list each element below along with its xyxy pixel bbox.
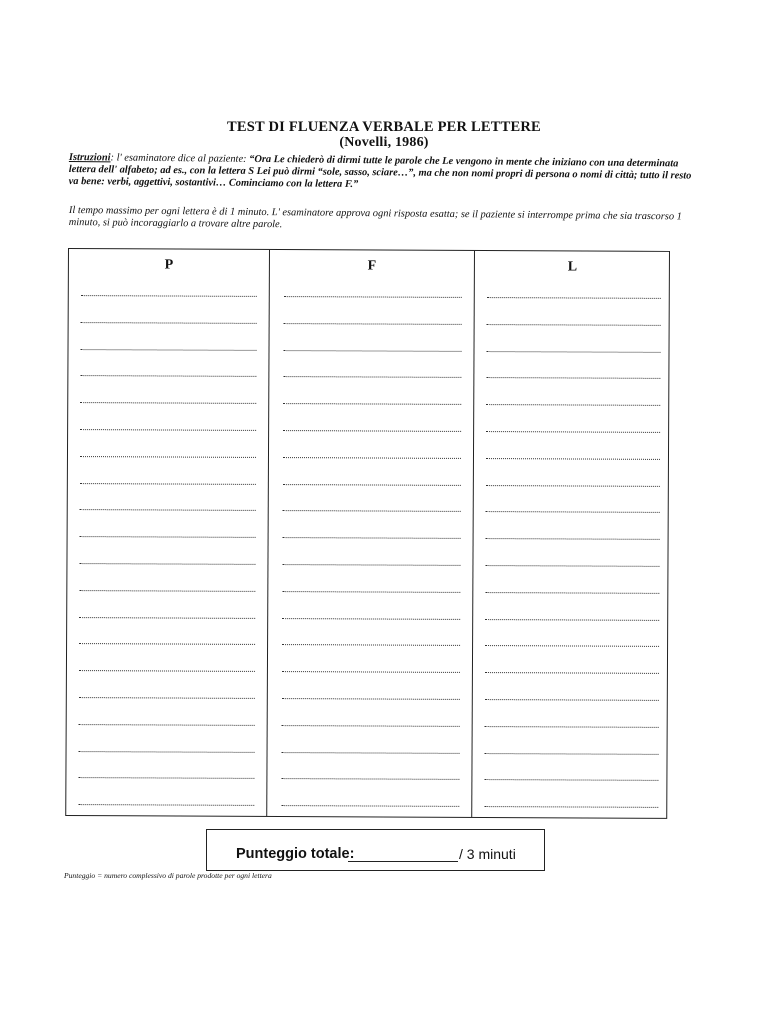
answer-line[interactable] (485, 592, 659, 594)
column-p (66, 249, 270, 816)
answer-line[interactable] (79, 751, 255, 753)
answer-line[interactable] (79, 563, 255, 565)
answer-line[interactable] (79, 590, 255, 592)
answer-line[interactable] (284, 296, 462, 298)
answer-line[interactable] (486, 431, 660, 433)
answer-line[interactable] (80, 429, 256, 431)
answer-line[interactable] (486, 458, 660, 460)
column-l (472, 251, 670, 818)
answer-line[interactable] (486, 511, 660, 513)
answer-line[interactable] (79, 670, 255, 672)
answer-line[interactable] (282, 618, 460, 620)
answer-line[interactable] (282, 644, 460, 646)
answer-line[interactable] (80, 536, 256, 538)
answer-line[interactable] (485, 672, 659, 674)
answer-line[interactable] (486, 404, 660, 406)
answer-line[interactable] (282, 752, 460, 754)
score-unit: / 3 minuti (459, 846, 516, 862)
page-title: TEST DI FLUENZA VERBALE PER LETTERE (227, 119, 541, 135)
answer-line[interactable] (484, 779, 658, 781)
answer-line[interactable] (282, 725, 460, 727)
answer-line[interactable] (485, 753, 659, 755)
instructions-quote: “Ora Le chiederò di dirmi tutte le parole che Le vengono in mente che iniziano con una determinata lettera dell' alfabeto; ad es., con la lettera S Lei può dirmi “sole, sasso, sciare…”, ma che non nomi propri di persona o nomi di città; tutto il resto va bene: verbi, aggettivi, sostantivi… Cominciamo con la lettera F.” (68, 153, 692, 191)
column-header-f: F (367, 258, 377, 274)
answer-line[interactable] (281, 778, 459, 780)
answer-line[interactable] (282, 591, 460, 593)
answer-line[interactable] (487, 297, 661, 299)
footnote: Punteggio = numero complessivo di parole prodotte per ogni lettera (64, 871, 272, 880)
answer-line[interactable] (81, 295, 257, 297)
answer-line[interactable] (485, 726, 659, 728)
answer-line[interactable] (284, 350, 462, 352)
answer-line[interactable] (283, 457, 461, 459)
page-subtitle: (Novelli, 1986) (339, 135, 429, 150)
answer-line[interactable] (79, 617, 255, 619)
instructions-note: Il tempo massimo per ogni lettera è di 1 minuto. L' esaminatore approva ogni risposta esatta; se il paziente si interrompe prima che sia trascorso 1 minuto, si può incoraggiarlo a trovare altre parole. (68, 205, 682, 231)
answer-line[interactable] (485, 565, 659, 567)
answer-line[interactable] (284, 323, 462, 325)
answer-line[interactable] (81, 349, 257, 351)
instructions-intro: : l' esaminatore dice al paziente: (110, 152, 250, 165)
answer-line[interactable] (281, 805, 459, 807)
answer-line[interactable] (81, 322, 257, 324)
answer-line[interactable] (79, 724, 255, 726)
answer-line[interactable] (487, 324, 661, 326)
score-label: Punteggio totale: (236, 846, 355, 862)
column-header-p: P (164, 257, 174, 273)
answer-line[interactable] (485, 699, 659, 701)
answer-line[interactable] (283, 510, 461, 512)
answer-line[interactable] (283, 430, 461, 432)
column-header-l: L (567, 259, 578, 275)
answer-line[interactable] (80, 402, 256, 404)
answer-line[interactable] (484, 806, 658, 808)
answer-grid (65, 248, 670, 819)
answer-line[interactable] (78, 804, 254, 806)
answer-line[interactable] (486, 538, 660, 540)
score-box (206, 829, 545, 871)
answer-line[interactable] (486, 351, 660, 353)
answer-line[interactable] (486, 377, 660, 379)
score-blank-line[interactable] (348, 861, 458, 862)
answer-line[interactable] (485, 619, 659, 621)
answer-line[interactable] (283, 403, 461, 405)
instructions-label: Istruzioni (68, 152, 111, 164)
answer-line[interactable] (282, 698, 460, 700)
answer-line[interactable] (283, 537, 461, 539)
answer-line[interactable] (486, 485, 660, 487)
answer-line[interactable] (282, 671, 460, 673)
instructions-paragraph (69, 152, 699, 195)
answer-line[interactable] (78, 777, 254, 779)
answer-line[interactable] (282, 564, 460, 566)
answer-line[interactable] (283, 484, 461, 486)
answer-line[interactable] (79, 697, 255, 699)
answer-line[interactable] (79, 643, 255, 645)
answer-line[interactable] (283, 376, 461, 378)
answer-line[interactable] (80, 456, 256, 458)
answer-line[interactable] (485, 645, 659, 647)
answer-line[interactable] (80, 509, 256, 511)
column-f (267, 250, 475, 817)
answer-line[interactable] (80, 483, 256, 485)
answer-line[interactable] (80, 375, 256, 377)
